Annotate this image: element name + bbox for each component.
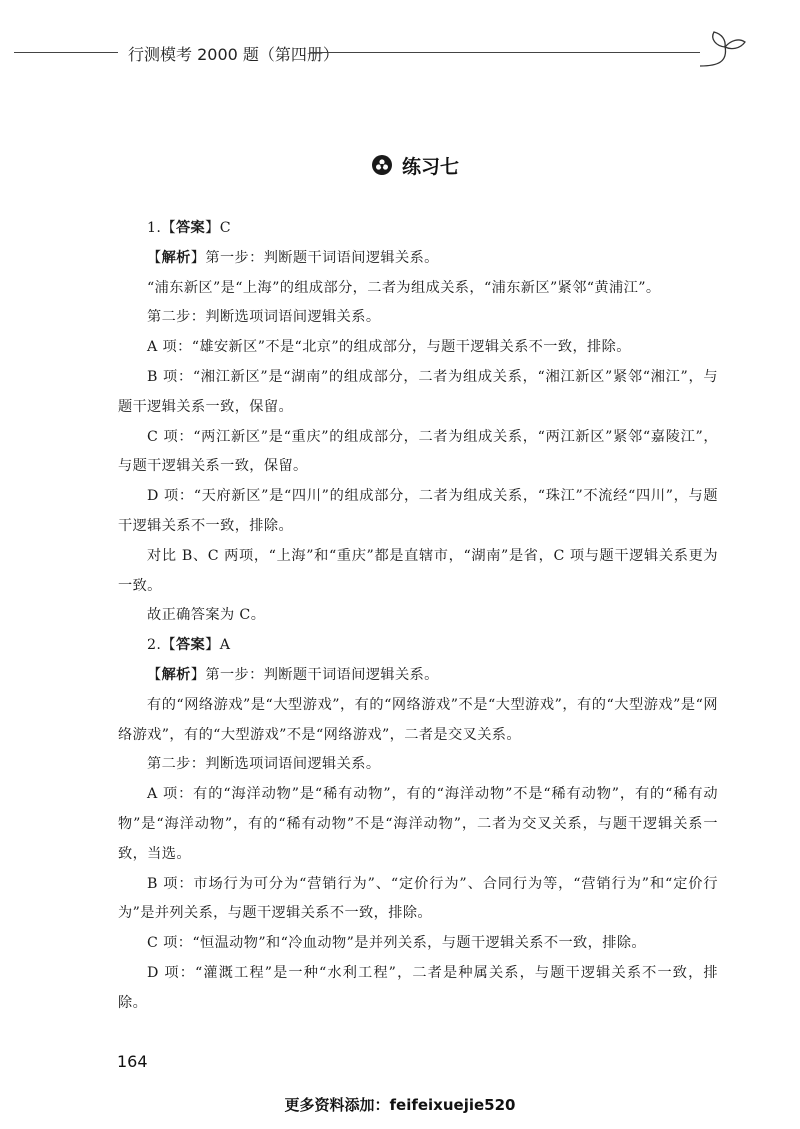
paragraph <box>118 929 718 959</box>
paragraph-text: D 项：“灌溉工程”是一种“水利工程”，二者是种属关系，与题干逻辑关系不一致，排除。 <box>118 964 718 1011</box>
header-rule-right <box>310 52 700 53</box>
paragraph <box>118 780 718 869</box>
paragraph <box>118 601 718 631</box>
paragraph-prefix: 2.【 <box>147 637 176 654</box>
footer-note: 更多资料添加：feifeixuejie520 <box>284 1096 516 1114</box>
flower-icon <box>372 155 392 175</box>
paragraph <box>118 750 718 780</box>
paragraph-prefix: 【 <box>147 249 162 266</box>
paragraph-text: C 项：“恒温动物”和“冷血动物”是并列关系，与题干逻辑关系不一致，排除。 <box>147 935 646 952</box>
paragraph <box>118 363 718 423</box>
paragraph-text: B 项：“湘江新区”是“湖南”的组成部分，二者为组成关系，“湘江新区”紧邻“湘江”，与题干逻辑关系一致，保留。 <box>118 368 718 415</box>
paragraph-text: A 项：“雄安新区”不是“北京”的组成部分，与题干逻辑关系不一致，排除。 <box>147 339 631 356</box>
paragraph-text: 故正确答案为 C。 <box>147 607 266 624</box>
paragraph-text: 】第一步：判断题干词语间逻辑关系。 <box>190 249 439 266</box>
paragraph <box>118 631 718 661</box>
paragraph <box>118 274 718 304</box>
paragraph-bold-label: 答案 <box>175 220 206 236</box>
paragraph <box>118 423 718 483</box>
section-heading <box>372 152 459 178</box>
paragraph <box>118 303 718 333</box>
page-number: 164 <box>117 1052 148 1071</box>
paragraph-bold-label: 解析 <box>161 666 191 683</box>
paragraph <box>118 214 718 244</box>
paragraph-text: D 项：“天府新区”是“四川”的组成部分，二者为组成关系，“珠江”不流经“四川”，与题干逻辑关系不一致，排除。 <box>118 488 718 534</box>
paragraph-text: 】C <box>205 220 231 236</box>
paragraph-bold-label: 答案 <box>175 637 206 654</box>
paragraph <box>118 482 718 542</box>
paragraph <box>118 870 718 930</box>
paragraph-text: C 项：“两江新区”是“重庆”的组成部分，二者为组成关系，“两江新区”紧邻“嘉陵江”，与题干逻辑关系一致，保留。 <box>118 428 718 475</box>
answer-explanations <box>118 214 718 1019</box>
paragraph-text: 第二步：判断选项词语间逻辑关系。 <box>147 756 381 773</box>
paragraph <box>118 661 718 691</box>
header-rule-left <box>14 52 118 53</box>
paragraph-text: A 项：有的“海洋动物”是“稀有动物”，有的“海洋动物”不是“稀有动物”，有的“稀有动物”是“海洋动物”，有的“稀有动物”不是“海洋动物”，二者为交叉关系，与题干逻辑关系一致，当选。 <box>118 786 718 862</box>
paragraph <box>118 691 718 751</box>
sprout-icon <box>698 28 750 68</box>
paragraph-text: 第二步：判断选项词语间逻辑关系。 <box>147 309 381 326</box>
paragraph-prefix: 1.【 <box>147 220 176 236</box>
paragraph <box>118 333 718 363</box>
running-header <box>14 36 754 66</box>
section-title: 练习七 <box>402 156 460 178</box>
paragraph-text: B 项：市场行为可分为“营销行为”、“定价行为”、合同行为等，“营销行为”和“定价行为”是并列关系，与题干逻辑关系不一致，排除。 <box>118 875 718 922</box>
paragraph-text: 】第一步：判断题干词语间逻辑关系。 <box>190 666 439 683</box>
paragraph-text: 对比 B、C 两项，“上海”和“重庆”都是直辖市，“湖南”是省，C 项与题干逻辑关系更为一致。 <box>118 547 718 594</box>
paragraph-bold-label: 解析 <box>161 249 191 266</box>
header-title: 行测模考 2000 题（第四册） <box>128 45 339 64</box>
paragraph-prefix: 【 <box>147 666 162 683</box>
paragraph-text: 】A <box>205 637 231 654</box>
paragraph <box>118 542 718 602</box>
paragraph <box>118 244 718 274</box>
paragraph-text: “浦东新区”是“上海”的组成部分，二者为组成关系，“浦东新区”紧邻“黄浦江”。 <box>147 279 661 296</box>
paragraph-text: 有的“网络游戏”是“大型游戏”，有的“网络游戏”不是“大型游戏”，有的“大型游戏”是“网络游戏”，有的“大型游戏”不是“网络游戏”，二者是交叉关系。 <box>118 696 718 743</box>
paragraph <box>118 959 718 1019</box>
